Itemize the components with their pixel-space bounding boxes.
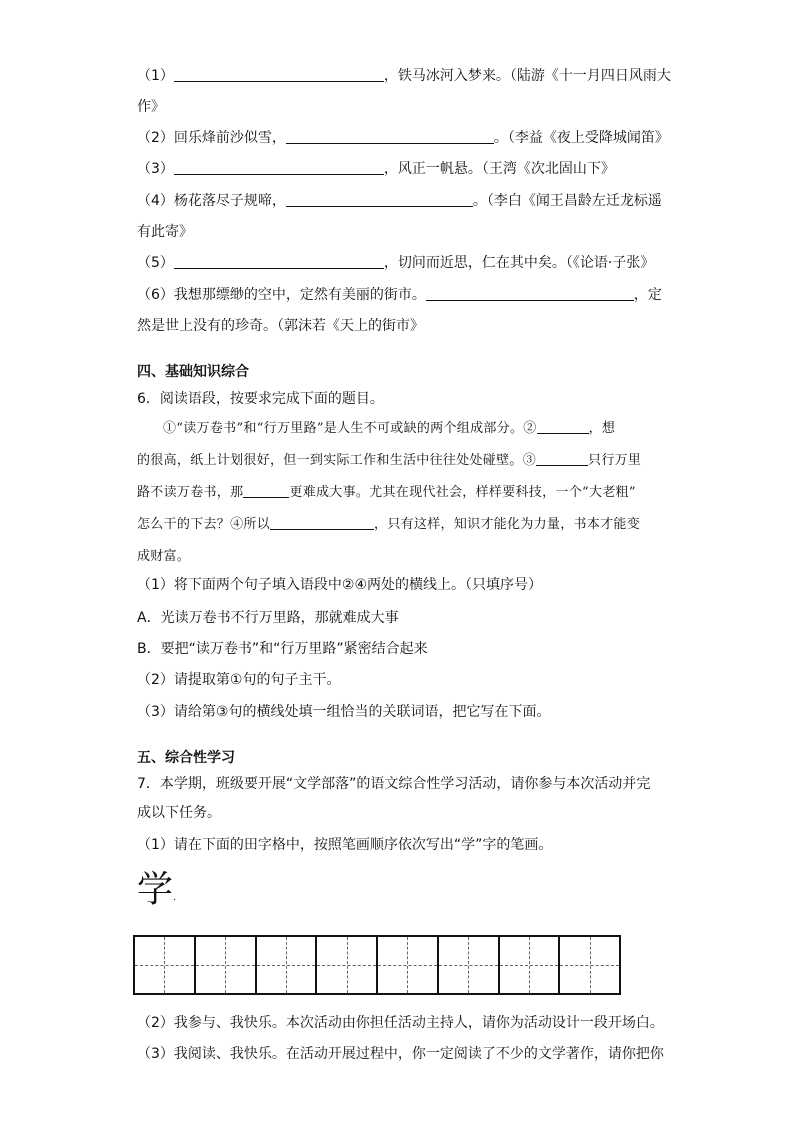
option-b: B．要把“读万卷书”和“行万里路”紧密结合起来	[137, 641, 428, 657]
poem-q4	[137, 191, 662, 211]
poem-q6-cont: 然是世上没有的珍奇。（郭沫若《天上的街市》	[137, 318, 424, 334]
tianzige-grid	[133, 935, 621, 995]
question-number: （2）	[137, 130, 174, 146]
passage-blank[interactable]	[536, 452, 588, 466]
passage-blank[interactable]	[270, 516, 374, 530]
sub-question-2: （2）请提取第①句的句子主干。	[137, 672, 341, 688]
poem-q2	[137, 128, 669, 148]
sub-question-3: （3）请给第③句的横线处填一组恰当的关联词语，把它写在下面。	[137, 704, 551, 720]
dot-mark: ·	[173, 895, 177, 906]
question-number: （1）	[137, 68, 174, 84]
question-number: （3）	[137, 161, 174, 177]
tianzige-cell[interactable]	[378, 937, 439, 993]
passage-line: 怎么干的下去？④所以 ，只有这样，知识才能化为力量，书本才能变	[137, 517, 641, 532]
tianzige-cell[interactable]	[439, 937, 500, 993]
model-character	[137, 870, 176, 921]
answer-blank[interactable]	[286, 129, 494, 144]
poem-text: ，定	[633, 287, 662, 303]
poem-q5	[137, 253, 654, 273]
passage-line: 路不读万卷书，那 更难成大事。尤其在现代社会，样样要科技，一个“大老粗”	[137, 485, 636, 500]
tianzige-cell[interactable]	[257, 937, 318, 993]
passage-blank[interactable]	[243, 484, 289, 498]
answer-blank[interactable]	[174, 254, 384, 269]
poem-text: 我想那缥缈的空中，定然有美丽的街市。	[173, 287, 426, 303]
character-xue: 学	[137, 869, 174, 910]
poem-text: ，风正一帆悬。（王湾《次北固山下》	[383, 161, 615, 177]
question-number: （5）	[137, 255, 174, 271]
poem-q1	[137, 66, 671, 86]
question-7-line2: 成以下任务。	[137, 805, 221, 821]
tianzige-cell[interactable]	[500, 937, 561, 993]
tianzige-cell[interactable]	[135, 937, 196, 993]
poem-q6	[137, 285, 662, 305]
answer-blank[interactable]	[174, 67, 384, 82]
question-number: （4）	[137, 193, 174, 209]
passage-blank[interactable]	[537, 420, 589, 434]
passage-line: ①“读万卷书”和“行万里路”是人生不可或缺的两个组成部分。② ，想	[163, 421, 616, 436]
poem-q3	[137, 159, 615, 179]
tianzige-cell[interactable]	[196, 937, 257, 993]
poem-text: ，切问而近思，仁在其中矣。（《论语·子张》	[383, 255, 655, 271]
passage-line: 的很高，纸上计划很好，但一到实际工作和生活中往往处处碰壁。③ 只行万里	[137, 453, 642, 468]
question-number: （6）	[137, 287, 174, 303]
poem-source: 。（李白《闻王昌龄左迁龙标遥	[472, 193, 662, 209]
tianzige-cell[interactable]	[560, 937, 619, 993]
poem-source: 。（李益《夜上受降城闻笛》	[493, 130, 669, 146]
poem-text: 杨花落尽子规啼，	[173, 193, 286, 209]
passage-line: 成财富。	[137, 549, 191, 564]
sub-question-1: （1）请在下面的田字格中，按照笔画顺序依次写出“学”字的笔画。	[137, 837, 553, 853]
option-a: A．光读万卷书不行万里路，那就难成大事	[137, 610, 399, 626]
poem-text: ，铁马冰河入梦来。（陆游《十一月四日风雨大	[383, 68, 671, 84]
question-7-line1: 7．本学期，班级要开展“文学部落”的语文综合性学习活动，请你参与本次活动并完	[137, 776, 651, 792]
reading-passage	[137, 413, 661, 573]
answer-blank[interactable]	[286, 192, 473, 207]
poem-q4-cont: 有此寄》	[137, 224, 193, 240]
answer-blank[interactable]	[174, 160, 384, 175]
sub-question-2: （2）我参与、我快乐。本次活动由你担任活动主持人，请你为活动设计一段开场白。	[137, 1015, 664, 1031]
section-title: 五、综合性学习	[137, 750, 235, 766]
poem-text: 回乐烽前沙似雪，	[173, 130, 286, 146]
answer-blank[interactable]	[426, 286, 634, 301]
sub-question-3: （3）我阅读、我快乐。在活动开展过程中，你一定阅读了不少的文学著作，请你把你	[137, 1046, 664, 1062]
poem-q1-cont: 作》	[137, 99, 165, 115]
section-title: 四、基础知识综合	[137, 364, 249, 380]
tianzige-cell[interactable]	[317, 937, 378, 993]
sub-question-1: （1）将下面两个句子填入语段中②④两处的横线上。（只填序号）	[137, 577, 543, 593]
question-6-title: 6．阅读语段，按要求完成下面的题目。	[137, 391, 384, 407]
